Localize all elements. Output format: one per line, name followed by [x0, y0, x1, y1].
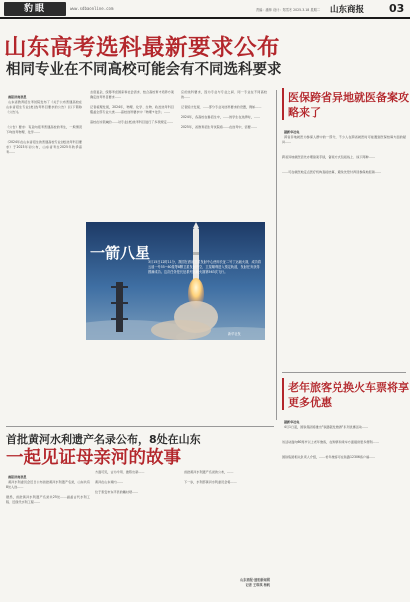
story-title-elderly-train: 老年旅客兑换火车票将享更多优惠 — [288, 381, 409, 409]
lead-col-3-continued — [181, 346, 267, 416]
story-title-medical-insurance: 医保跨省异地就医备案攻略来了 — [288, 91, 409, 119]
story-body-elderly-train — [282, 415, 406, 597]
lead-col-3: 应的选科要求，因为专业与专业之间、同一专业在不同高校的…… 记者统计发现，……部分专业对选科要求的设置，例如…… 2024年，各高校在鲁招生中，……的学生在选择时，…… 2025年，省教育招生考试院将……在选考中，需要…… — [181, 90, 267, 129]
masthead-rule — [0, 17, 410, 19]
lead-subhead: 相同专业在不同高校可能会有不同选科要求 — [6, 62, 282, 78]
page-number: 03 — [389, 2, 405, 15]
site-url: www.sdbaonline.com — [70, 6, 114, 11]
rocket-photo — [86, 222, 265, 340]
bottom-kicker: 首批黄河水利遗产名录公布，8处在山东 — [6, 433, 201, 446]
bottom-credit-outlet: 山东商报·速豹新闻网 — [240, 578, 270, 582]
paper-name: 山东商报 — [330, 5, 365, 15]
bottom-col-1 — [6, 470, 90, 596]
bottom-col1-text: 黄河水利委员会近日公布首批黄河水利遗产名录，山东共有8处入选…… 据悉，首批黄河水利遗产名录共25处……涵盖古代水利工程、近现代水利工程…… — [6, 480, 90, 504]
column-divider — [276, 90, 277, 420]
rocket-launch-illustration — [86, 222, 265, 340]
photo-credit: 新华社发 — [228, 332, 241, 336]
bottom-col-3: 首批黄河水利遗产名录的公布，…… 下一步，水利部黄河水利委员会将…… — [184, 470, 237, 484]
page-meta: 责编：潘帅 设计：郑雪冬 2025.3.18 星期二 — [256, 8, 320, 12]
lead-col-2-continued — [90, 346, 176, 416]
story-divider — [282, 372, 406, 373]
section-divider — [6, 426, 274, 427]
bottom-credit — [210, 578, 270, 588]
accent-bar — [282, 378, 284, 410]
lead-byline: 商报济南消息 — [7, 95, 27, 99]
photo-title: 一箭八星 — [90, 244, 151, 262]
bottom-credit-reporters: 记者 王琪琪 杨帆 — [245, 583, 270, 587]
story-body-text: 跨省异地就医为参保人群中的一部分，不少人在跨省就医时可能遇到医保结算方面的疑问…… 跨省异地就医需先办理备案手续，备案方式包括线上、线下两种…… ……可在就医地定点医疗机构直接结算，避免先垫付再回参保地报销…… — [282, 135, 406, 174]
bottom-col-2: 方面可见，古为今用、推陈出新…… 黄河在山东境内…… 位于泰安市东平县的戴村坝…… — [95, 470, 145, 494]
lead-col1-text: 山东省教育招生考试院发布了《关于公布普通高校在山东省招生专业(类)选考科目要求的公告》(以下简称《公告》)。 《公告》要求：有意向报考普通高校的考生，一般情况下均选考物理、化学…… 《2024年在山东省招生的普通高校专业(类)选考科目要求》于2023年初公布，山东省考生2025年秋季高考…… — [6, 100, 82, 154]
lead-col-2: 态度复杂，统筹考虑国家和社会需求、结合高校育才培养方案确定选考科目要求…… 记者梳理发现，2024年，物理、化学、生物、政治选考科目覆盖全部专业大类……高校选科要求中「物理+化学」…… 高校在该领域的……对专业(类)选考科目进行了多项规定…… — [90, 90, 174, 124]
story-body-medical-insurance — [282, 125, 406, 365]
story-body-text: 4月1日起，国铁集团将推出"铁路银发旅游"系列优惠活动…… 该活动面向60周岁以上老年旅客，在购票和乘车方面提供更多便利…… 国铁集团相关负责人介绍，……老年旅客可在铁路12306客户端…… — [282, 425, 379, 459]
lead-col-1 — [6, 90, 82, 420]
lead-headline: 山东高考选科最新要求公布 — [4, 35, 281, 61]
story-byline: 据新华社电 — [283, 130, 300, 134]
accent-bar — [282, 88, 284, 120]
section-logo: 豹眼 — [4, 2, 66, 16]
story-byline: 据新华社电 — [283, 420, 300, 424]
bottom-byline: 商报济南消息 — [7, 475, 27, 479]
masthead — [0, 0, 410, 20]
photo-caption: 3月15日12时11分，我国在酒泉卫星发射中心使用长征二号丁运载火箭，成功将云遥一号55~60星等8颗卫星发射升空，卫星顺利进入预定轨道，发射任务获得圆满成功。这次任务是长征系列运载火箭第563次飞行。 — [148, 260, 262, 274]
bottom-headline: 一起见证母亲河的故事 — [6, 448, 181, 468]
